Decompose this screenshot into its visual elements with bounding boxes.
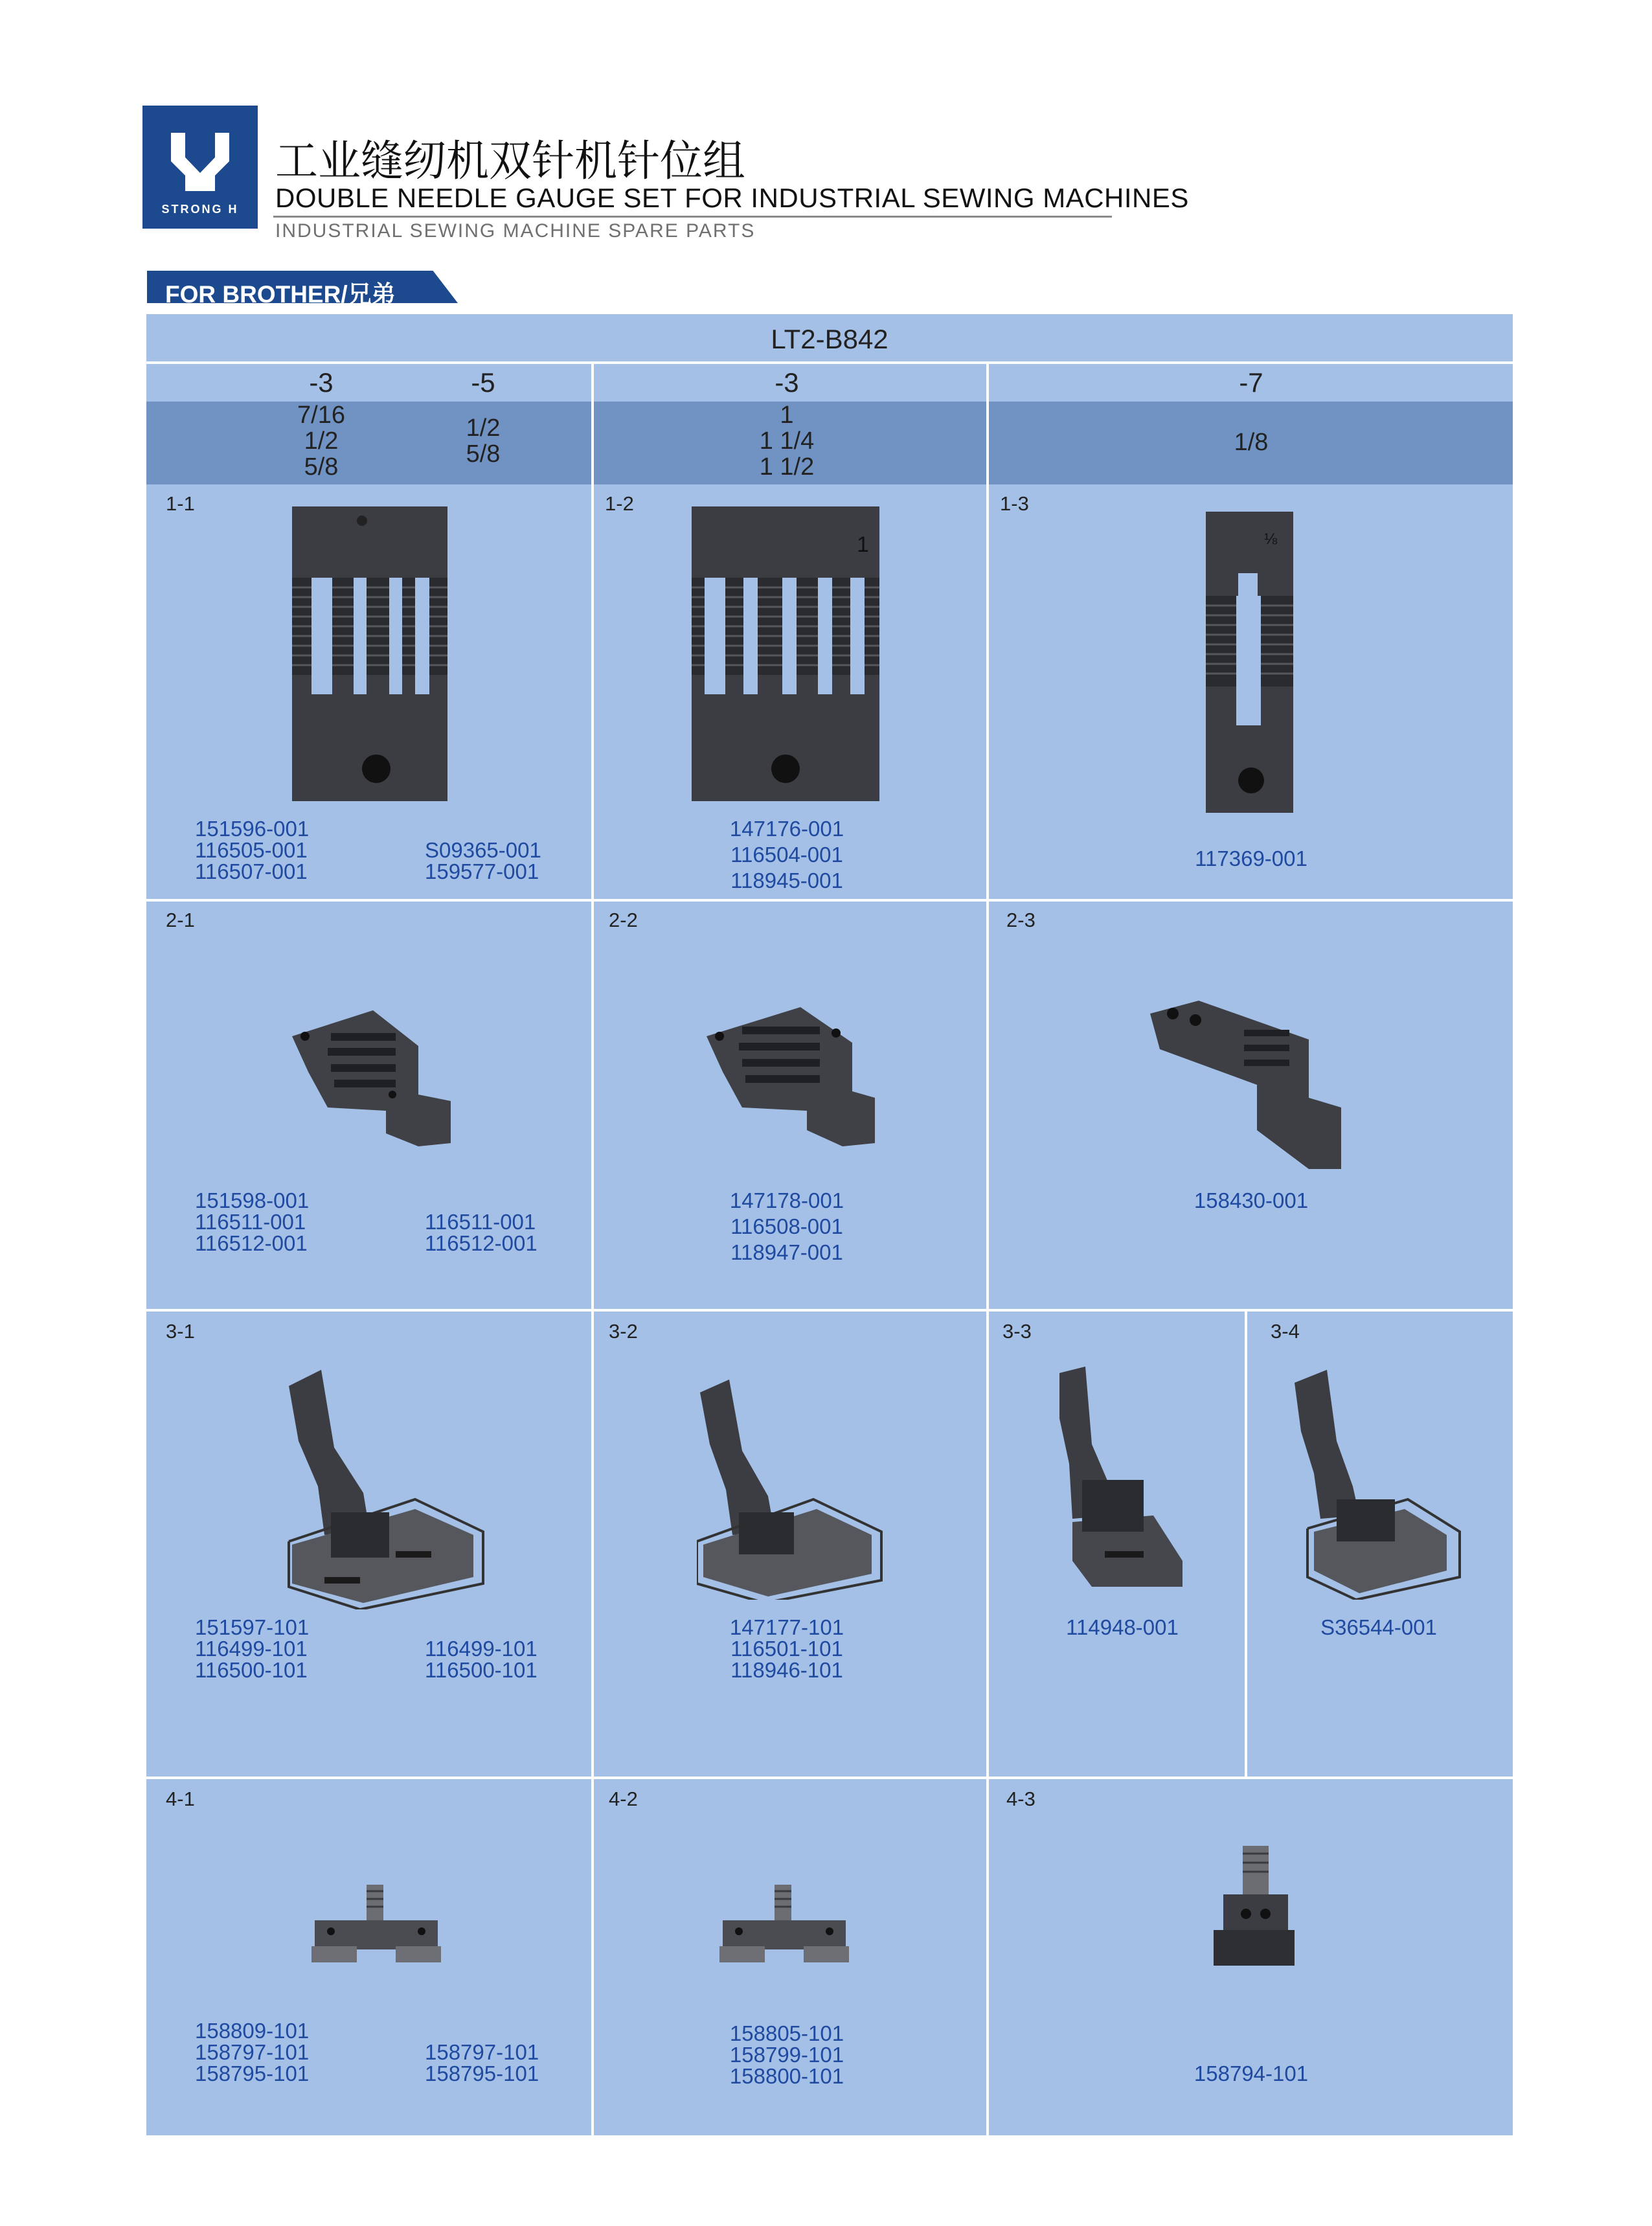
size-list [1186,429,1316,455]
gauge-label: -3 [309,367,334,398]
size-list [418,415,548,467]
part-number: 116507-001 [195,859,308,883]
svg-text:1: 1 [857,532,869,557]
part-number: 158430-001 [1194,1188,1309,1212]
part-number: 114948-001 [1066,1615,1179,1639]
cell-id: 3-2 [609,1320,638,1343]
part-number-list [195,1190,309,1254]
gauge-label: -3 [775,367,799,398]
part-number: 116512-001 [425,1231,537,1255]
part-number: 116508-001 [730,1214,843,1238]
part-number-list [1170,2063,1332,2084]
size-value: 7/16 [297,402,345,429]
part-number: 118946-101 [730,1658,843,1682]
part-number: 158797-101 [425,2040,539,2064]
grid-line [146,1777,1513,1779]
part-number: 116505-001 [195,838,308,862]
part-number: 116504-001 [730,843,843,867]
part-number-list [425,1638,537,1681]
part-number-list [706,818,868,896]
part-number-list [706,1617,868,1681]
part-number: 151597-101 [195,1615,310,1639]
cell-id: 2-3 [1006,909,1035,931]
part-number: 158799-101 [729,2043,844,2067]
presser-foot-image [286,1370,493,1609]
part-number: S36544-001 [1320,1615,1437,1639]
part-number-list [425,2041,539,2084]
gauge-label: -5 [471,367,495,398]
cell-id: 4-1 [166,1788,195,1810]
part-number: 147176-001 [729,817,844,841]
part-number: 116500-101 [195,1658,308,1682]
size-value: 1 1/4 [759,427,815,455]
presser-foot-image [697,1380,891,1600]
part-number-list [706,2023,868,2087]
brand-logo [142,106,258,229]
size-value: 1/8 [1234,429,1269,456]
cell-id: 4-2 [609,1788,638,1810]
grid-line [986,361,989,2135]
needle-plate-image [1203,512,1300,816]
feed-dog-image [703,1007,885,1156]
size-value: 5/8 [304,453,339,481]
part-number: 147178-001 [729,1188,844,1212]
part-number-list [195,818,309,882]
presser-foot-image [1288,1370,1466,1600]
cell-id: 3-4 [1271,1320,1300,1343]
needle-clamp-image [719,1885,849,1969]
part-number: 158795-101 [425,2061,539,2085]
cell-id: 1-1 [166,492,195,515]
gauge-set-table [146,314,1513,2135]
needle-clamp-image [1210,1846,1298,1982]
strong-h-logo-icon [171,133,229,191]
cell-id: 4-3 [1006,1788,1035,1810]
cell-id: 1-3 [1000,492,1029,515]
part-number: 116511-001 [195,1210,306,1234]
size-list [722,402,852,480]
part-number: 158794-101 [1194,2061,1309,2085]
part-number-list [1298,1617,1460,1638]
part-number-list [425,1211,537,1254]
page-title-english: DOUBLE NEEDLE GAUGE SET FOR INDUSTRIAL SEWING MACHINES [275,183,1189,213]
part-number: 116500-101 [425,1658,537,1682]
presser-foot-image [1053,1367,1189,1590]
cell-id: 1-2 [605,492,634,515]
grid-line [146,1309,1513,1312]
cell-id: 2-1 [166,909,195,931]
brand-tab-label: FOR BROTHER/兄弟 [165,281,396,308]
part-number: 147177-101 [729,1615,844,1639]
part-number: 151596-001 [195,817,310,841]
grid-line [1245,1310,1247,1777]
size-value: 5/8 [466,440,501,468]
page-subtitle: INDUSTRIAL SEWING MACHINE SPARE PARTS [275,220,756,242]
part-number: 118945-001 [730,869,843,892]
part-number: 116499-101 [195,1637,308,1661]
grid-line [146,899,1513,902]
part-number-list [706,1190,868,1267]
size-list [256,402,386,480]
size-value: 1 1/2 [759,453,815,481]
part-number: 158805-101 [729,2021,844,2045]
grid-line [146,361,1513,364]
part-number-list [1170,1190,1332,1211]
needle-plate-image [692,506,886,804]
part-number: 158797-101 [195,2040,310,2064]
part-number-list [425,839,541,882]
needle-clamp-image [311,1885,441,1969]
part-number-list [1041,1617,1203,1638]
part-number: 158800-101 [729,2064,844,2088]
part-number: S09365-001 [425,838,541,862]
cell-id: 2-2 [609,909,638,931]
part-number-list [1170,848,1332,869]
grid-line [591,361,594,2135]
svg-text:⅛: ⅛ [1264,530,1278,548]
part-number: 151598-001 [195,1188,310,1212]
title-divider [273,216,1112,218]
part-number: 159577-001 [425,859,539,883]
needle-plate-image [292,506,460,804]
part-number: 116501-101 [730,1637,843,1661]
part-number-list [195,1617,309,1681]
size-value: 1/2 [304,427,339,455]
gauge-label: -7 [1239,367,1263,398]
part-number: 158795-101 [195,2061,310,2085]
part-number: 116512-001 [195,1231,308,1255]
logo-text: STRONG H [161,203,239,216]
cell-id: 3-3 [1002,1320,1032,1343]
part-number: 117369-001 [1195,846,1307,870]
part-number: 158809-101 [195,2019,310,2043]
part-number: 116499-101 [425,1637,537,1661]
part-number-list [195,2020,309,2084]
cell-id: 3-1 [166,1320,195,1343]
page-title-chinese: 工业缝纫机双针机针位组 [275,136,745,186]
size-value: 1/2 [466,415,501,442]
feed-dog-image [1147,1001,1348,1175]
model-name: LT2-B842 [771,324,888,354]
size-value: 1 [780,402,794,429]
feed-dog-image [289,1010,457,1153]
part-number: 116511-001 [425,1210,536,1234]
part-number: 118947-001 [730,1240,843,1264]
